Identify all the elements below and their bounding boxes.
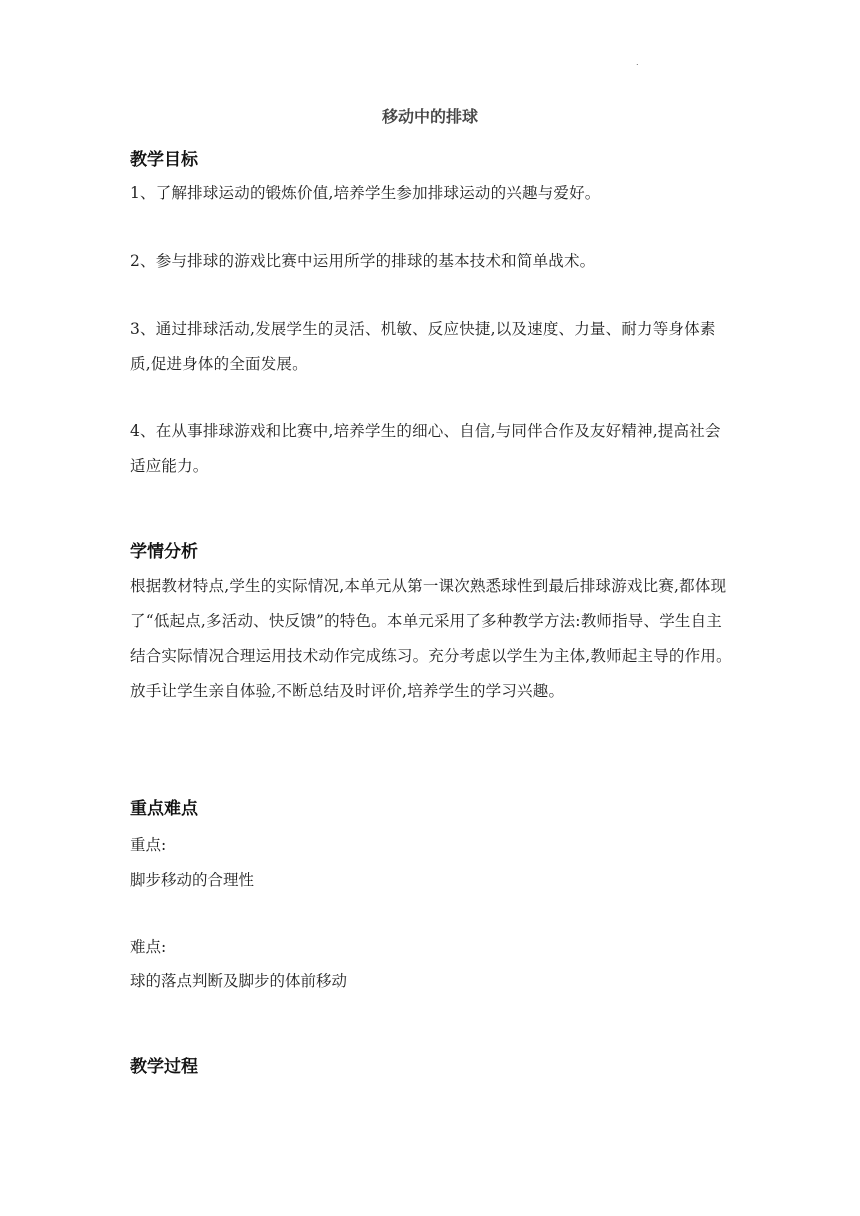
section-heading-analysis: 学情分析 [130, 542, 198, 562]
section-heading-process: 教学过程 [130, 1057, 198, 1077]
objective-item-1: 1、了解排球运动的锻炼价值,培养学生参加排球运动的兴趣与爱好。 [130, 184, 601, 202]
section-heading-key-points: 重点难点 [130, 799, 198, 819]
document-title: 移动中的排球 [381, 107, 478, 126]
difficulty-label: 难点: [130, 938, 167, 956]
key-point-text: 脚步移动的合理性 [130, 871, 255, 889]
objective-item-2: 2、参与排球的游戏比赛中运用所学的排球的基本技术和简单战术。 [130, 252, 596, 270]
section-heading-objectives: 教学目标 [130, 150, 198, 170]
key-point-label: 重点: [130, 836, 167, 854]
difficulty-text: 球的落点判断及脚步的体前移动 [130, 972, 348, 990]
analysis-paragraph: 根据教材特点,学生的实际情况,本单元从第一课次熟悉球性到最后排球游戏比赛,都体现了“低起点,多活动、快反馈”的特色。本单元采用了多种教学方法:教师指导、学生自主结合实际情况合理运用技术动作完成练习。充分考虑以学生为主体,教师起主导的作用。放手让学生亲自体验,不断总结及时评价,培养学生的学习兴趣。 [130, 577, 732, 700]
objective-item-3: 3、通过排球活动,发展学生的灵活、机敏、反应快捷,以及速度、力量、耐力等身体素质,促进身体的全面发展。 [130, 320, 716, 373]
objective-item-4: 4、在从事排球游戏和比赛中,培养学生的细心、自信,与同伴合作及友好精神,提高社会适应能力。 [130, 422, 721, 475]
page-mark: . [636, 58, 639, 67]
